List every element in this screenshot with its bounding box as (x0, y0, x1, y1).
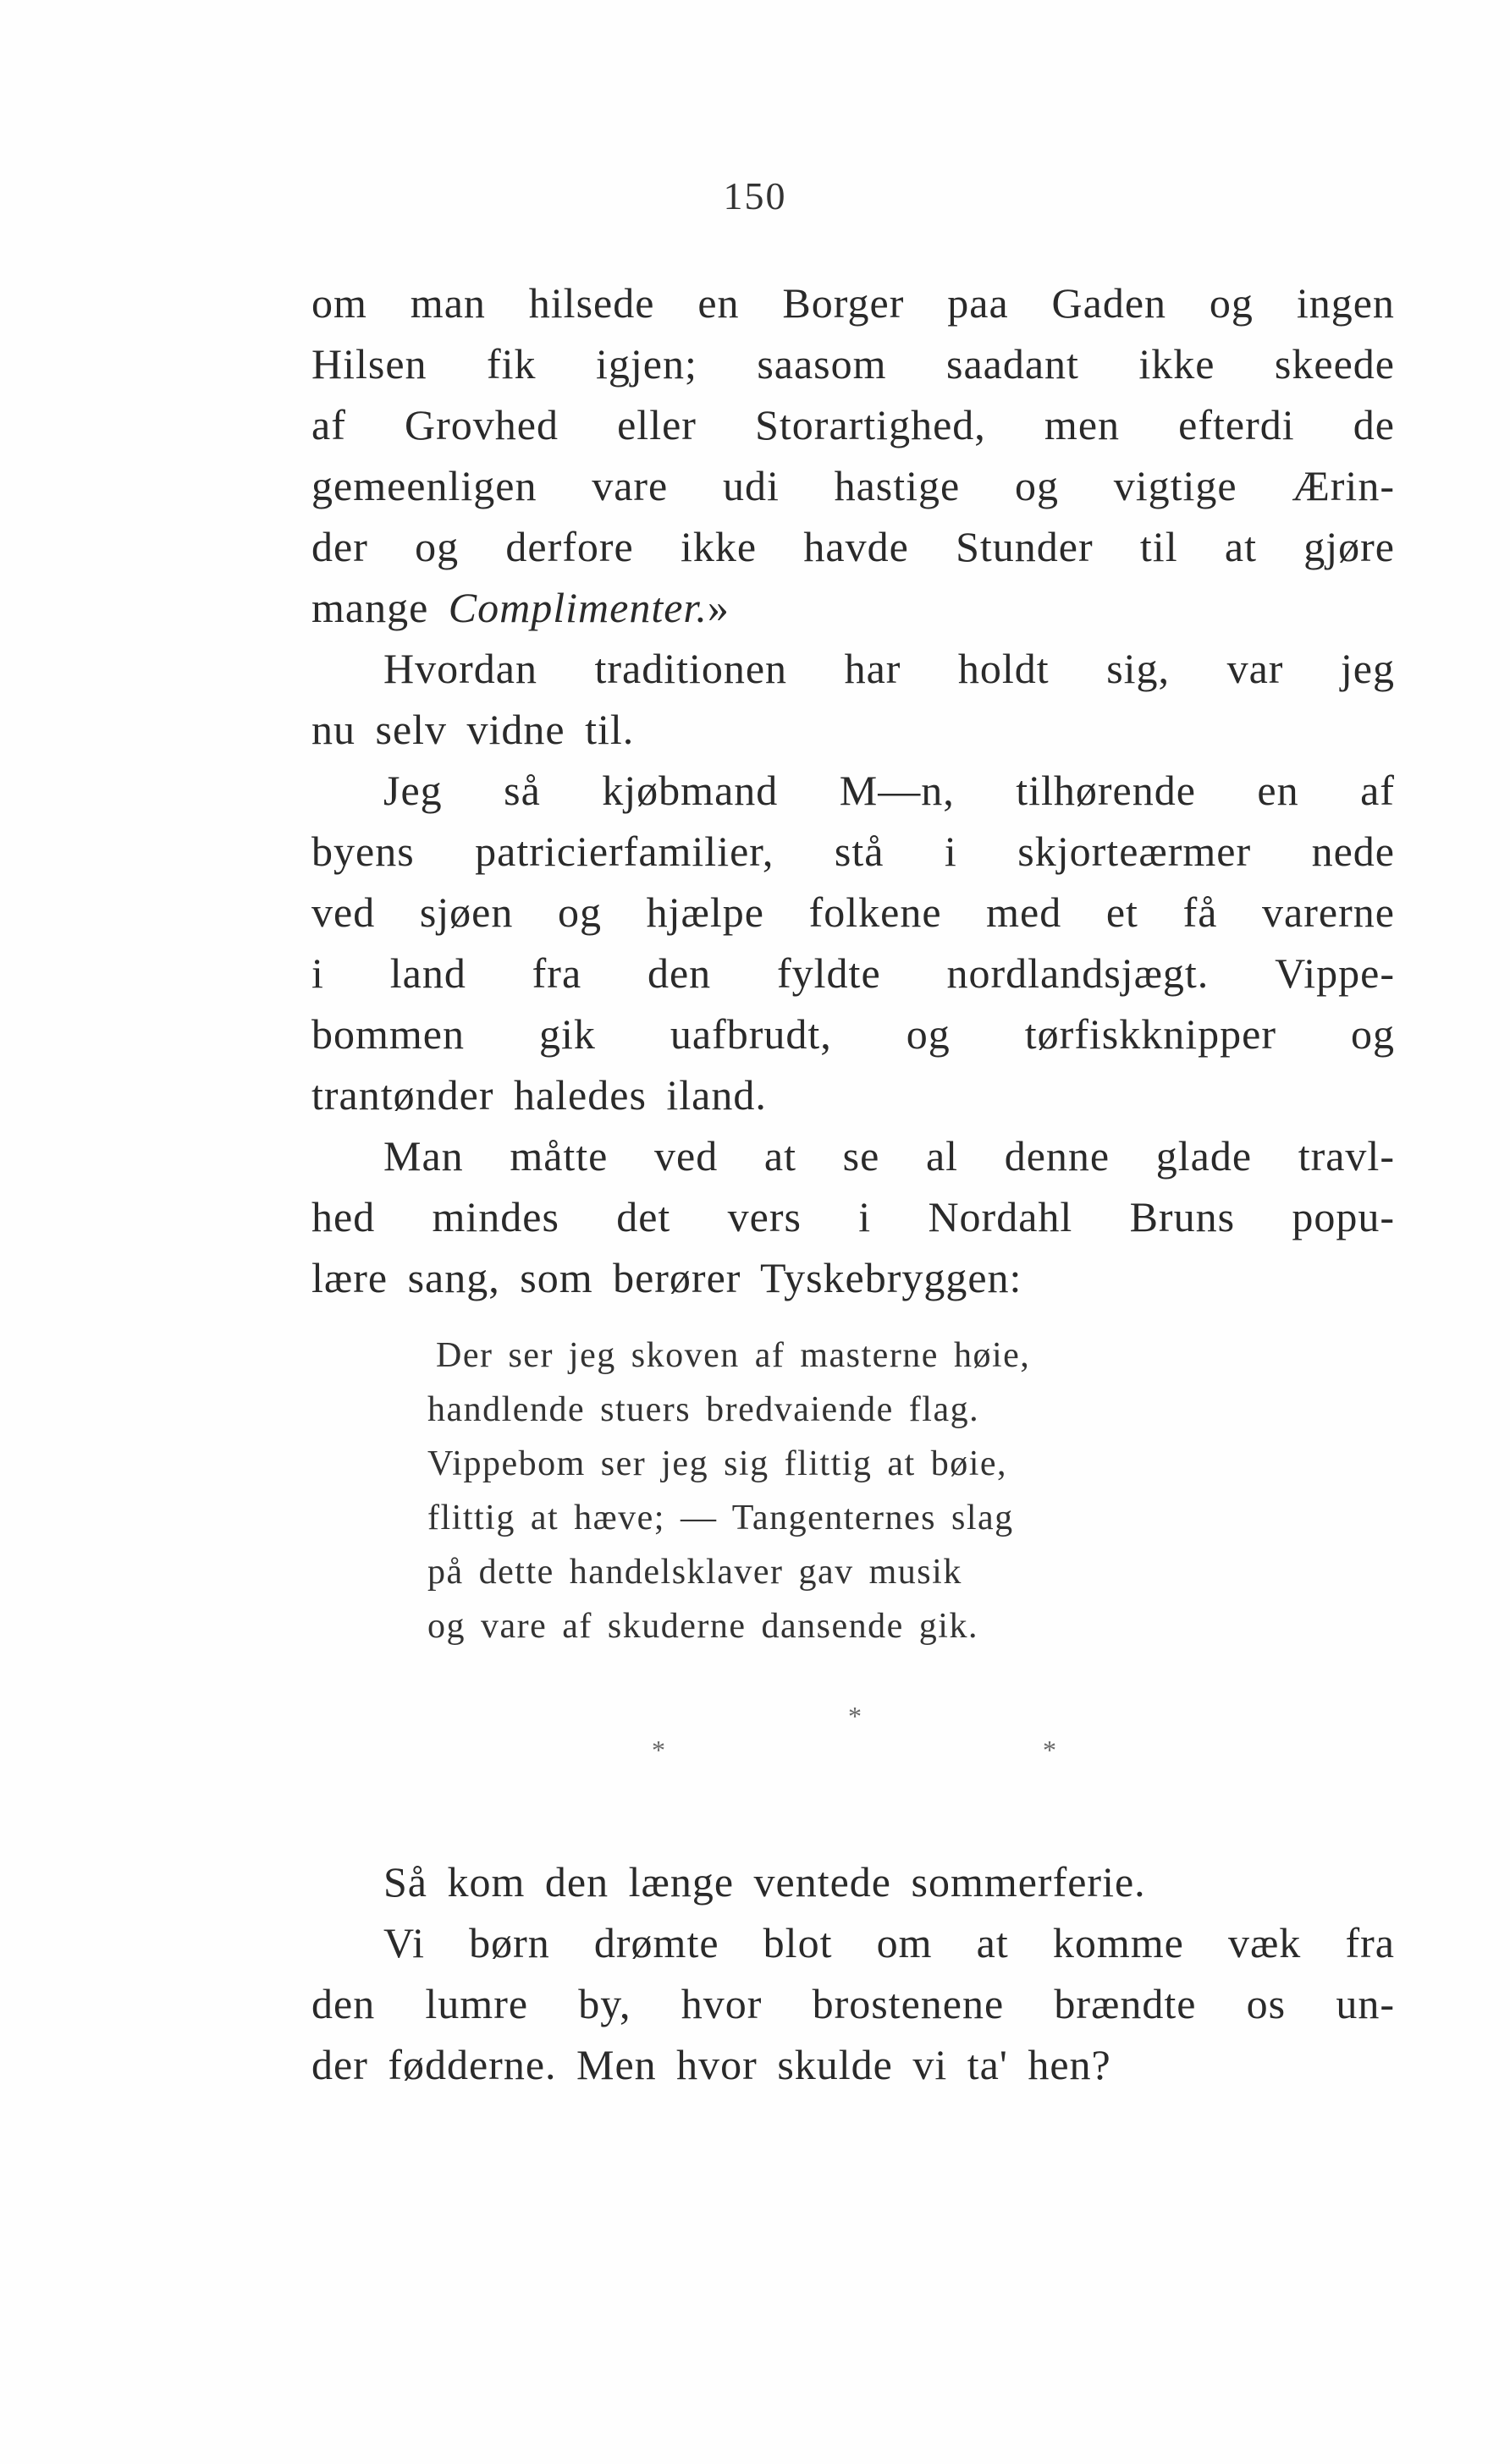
word: til (1139, 523, 1178, 570)
word: ikke (681, 523, 758, 570)
word: vare (592, 462, 669, 509)
text-line (311, 1973, 1395, 2034)
word: Hvordan (383, 645, 537, 692)
asterisk-top: * (848, 1701, 862, 1731)
word: gemeenligen (311, 462, 537, 509)
text-fragment: mange (311, 584, 429, 631)
word: un- (1336, 1980, 1395, 2027)
word: af (311, 401, 346, 448)
text-line (311, 1004, 1395, 1064)
section-separator (0, 1692, 1510, 1794)
word: al (925, 1132, 959, 1180)
word: kjøbmand (602, 767, 779, 814)
word: Gaden (1051, 279, 1167, 327)
word: komme (1052, 1919, 1184, 1966)
word: saadant (945, 340, 1079, 388)
word: var (1226, 645, 1284, 692)
word: Ærin- (1292, 462, 1395, 509)
word: få (1182, 888, 1218, 936)
word: skjorteærmer (1017, 828, 1252, 875)
text-line-last: trantønder haledes iland. (311, 1071, 767, 1119)
word: af (1360, 767, 1395, 814)
word: at (1224, 523, 1257, 570)
word: i (311, 949, 324, 997)
word: sjøen (419, 888, 514, 936)
verse-quote (427, 1328, 1240, 1653)
text-line-last (311, 577, 1395, 638)
word: den (311, 1980, 376, 2027)
italic-text: Complimenter. (448, 584, 708, 631)
text-line (311, 638, 1395, 699)
word: og (906, 1010, 951, 1058)
paragraph-3 (311, 760, 1395, 1125)
word: stå (834, 828, 885, 875)
word: Storartighed, (755, 401, 986, 448)
word: efterdi (1178, 401, 1295, 448)
word: et (1105, 888, 1138, 936)
word: ved (654, 1132, 719, 1180)
text-line-last: Så kom den længe ventede sommerferie. (383, 1858, 1146, 1906)
word: ved (311, 888, 376, 936)
word: fra (1345, 1919, 1395, 1966)
verse-line: flittig at hæve; — Tangenternes slag (427, 1499, 1014, 1537)
word: og (558, 888, 602, 936)
word: Stunder (956, 523, 1094, 570)
paragraph-1 (311, 272, 1395, 638)
word: uafbrudt, (670, 1010, 832, 1058)
word: igjen; (596, 340, 697, 388)
word: travl- (1298, 1132, 1395, 1180)
word: paa (947, 279, 1009, 327)
paragraph-4 (311, 1125, 1395, 1308)
word: i (858, 1193, 872, 1240)
word: fyldte (777, 949, 881, 997)
text-line-last: lære sang, som berører Tyskebryggen: (311, 1254, 1022, 1301)
word: traditionen (594, 645, 788, 692)
word: vers (727, 1193, 802, 1240)
word: Vi (383, 1919, 425, 1966)
word: Grovhed (405, 401, 559, 448)
word: en (1257, 767, 1299, 814)
word: de (1353, 401, 1395, 448)
word: væk (1227, 1919, 1302, 1966)
word: land (389, 949, 466, 997)
word: denne (1004, 1132, 1110, 1180)
text-line (311, 455, 1395, 516)
word: og (1350, 1010, 1395, 1058)
word: hjælpe (646, 888, 764, 936)
word: og (1014, 462, 1059, 509)
word: med (986, 888, 1062, 936)
word: skeede (1274, 340, 1395, 388)
word: ikke (1138, 340, 1215, 388)
text-line (311, 394, 1395, 455)
word: hed (311, 1193, 376, 1240)
verse-line: på dette handelsklaver gav musik (427, 1553, 962, 1592)
word: Nordahl (928, 1193, 1073, 1240)
word: man (410, 279, 486, 327)
text-line-last: der fødderne. Men hvor skulde vi ta' hen? (311, 2041, 1111, 2088)
word: så (504, 767, 541, 814)
text-line (311, 760, 1395, 821)
word: at (763, 1132, 796, 1180)
word: holdt (957, 645, 1050, 692)
word: havde (803, 523, 909, 570)
text-line (311, 882, 1395, 943)
word: varerne (1262, 888, 1395, 936)
word: om (311, 279, 367, 327)
word: nede (1311, 828, 1395, 875)
word: der (311, 523, 368, 570)
text-line (311, 1912, 1395, 1973)
word: børn (469, 1919, 550, 1966)
word: Hilsen (311, 340, 427, 388)
text-line (311, 333, 1395, 394)
word: gik (538, 1010, 596, 1058)
text-line (311, 516, 1395, 577)
word: Man (383, 1132, 464, 1180)
word: patricierfamilier, (475, 828, 774, 875)
word: hastige (834, 462, 961, 509)
word: glade (1155, 1132, 1253, 1180)
word: tilhørende (1016, 767, 1196, 814)
word: brostenene (812, 1980, 1005, 2027)
word: jeg (1340, 645, 1395, 692)
asterisk-right: * (1043, 1735, 1056, 1765)
word: se (842, 1132, 880, 1180)
verse-line: handlende stuers bredvaiende flag. (427, 1390, 980, 1429)
word: det (616, 1193, 671, 1240)
word: blot (763, 1919, 833, 1966)
page-number: 150 (723, 174, 787, 217)
paragraph-5 (311, 1851, 1395, 1912)
paragraph-2 (311, 638, 1395, 760)
verse-line: Der ser jeg skoven af masterne høie, (436, 1336, 1031, 1375)
word: drømte (593, 1919, 719, 1966)
word: Vippe- (1275, 949, 1395, 997)
text-line (311, 1186, 1395, 1247)
word: eller (617, 401, 697, 448)
word: udi (722, 462, 780, 509)
word: popu- (1292, 1193, 1395, 1240)
text-line (311, 1125, 1395, 1186)
text-line (311, 943, 1395, 1004)
verse-line: Vippebom ser jeg sig flittig at bøie, (427, 1444, 1008, 1483)
word: fik (487, 340, 537, 388)
closing-quote: » (707, 584, 730, 631)
text-line-last: nu selv vidne til. (311, 706, 635, 753)
word: by, (578, 1980, 631, 2027)
word: om (876, 1919, 933, 1966)
word: nordlandsjægt. (946, 949, 1210, 997)
word: derfore (505, 523, 634, 570)
word: men (1044, 401, 1121, 448)
asterisk-left: * (652, 1735, 665, 1765)
word: Jeg (383, 767, 443, 814)
word: M—n, (839, 767, 955, 814)
text-line (311, 272, 1395, 333)
word: tørfiskknipper (1024, 1010, 1276, 1058)
paragraph-6 (311, 1912, 1395, 2095)
word: byens (311, 828, 415, 875)
word: ingen (1296, 279, 1395, 327)
verse-line: og vare af skuderne dansende gik. (427, 1607, 978, 1646)
word: fra (532, 949, 582, 997)
word: måtte (510, 1132, 609, 1180)
word: os (1246, 1980, 1287, 2027)
word: mindes (432, 1193, 559, 1240)
word: gjøre (1303, 523, 1395, 570)
word: bommen (311, 1010, 465, 1058)
word: hvor (681, 1980, 763, 2027)
word: lumre (425, 1980, 529, 2027)
word: en (697, 279, 740, 327)
word: og (1209, 279, 1254, 327)
word: Borger (782, 279, 905, 327)
word: og (415, 523, 460, 570)
word: sig, (1106, 645, 1171, 692)
word: saasom (757, 340, 887, 388)
text-line (311, 821, 1395, 882)
word: har (844, 645, 901, 692)
word: Bruns (1129, 1193, 1236, 1240)
word: i (944, 828, 957, 875)
word: at (976, 1919, 1009, 1966)
word: folkene (808, 888, 942, 936)
word: vigtige (1113, 462, 1237, 509)
word: hilsede (528, 279, 655, 327)
word: den (647, 949, 712, 997)
word: brændte (1054, 1980, 1197, 2027)
